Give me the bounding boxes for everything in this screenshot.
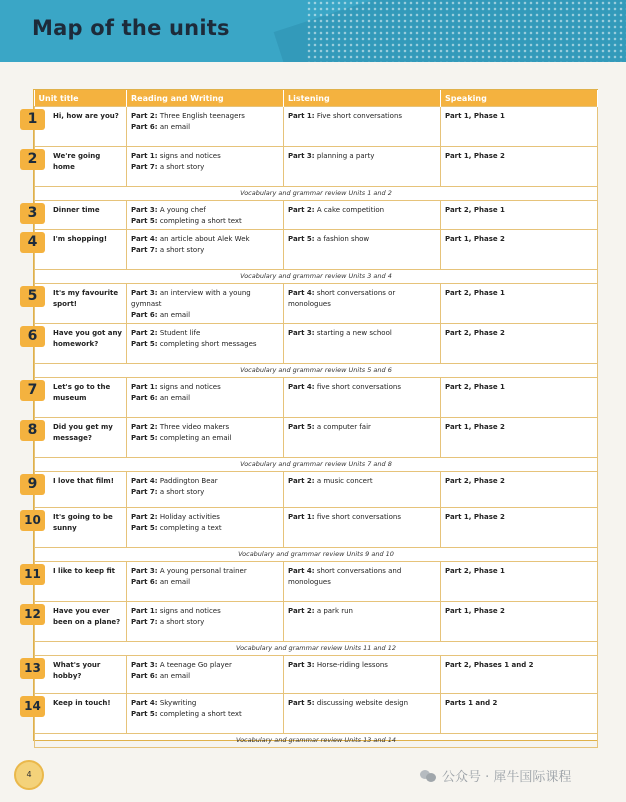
listening-item bbox=[288, 476, 436, 487]
part-description: an email bbox=[159, 394, 191, 402]
unit-title-cell bbox=[27, 107, 127, 147]
part-description: completing an email bbox=[159, 434, 232, 442]
reading-writing-item bbox=[131, 339, 279, 350]
speaking-cell: Parts 1 and 2 bbox=[441, 694, 598, 734]
unit-title-cell bbox=[27, 284, 127, 324]
reading-writing-item bbox=[131, 433, 279, 444]
part-description: short conversations and monologues bbox=[288, 567, 402, 586]
unit-title-cell bbox=[24, 602, 127, 642]
reading-writing-cell bbox=[127, 107, 284, 147]
reading-writing-item bbox=[131, 234, 279, 245]
unit-number-badge: 6 bbox=[20, 326, 45, 347]
speaking-cell: Part 1, Phase 2 bbox=[441, 418, 598, 458]
part-label: Part 5: bbox=[131, 524, 158, 532]
reading-writing-cell bbox=[127, 378, 284, 418]
reading-writing-item bbox=[131, 393, 279, 404]
review-row bbox=[35, 364, 598, 378]
unit-title: Have you got any homework? bbox=[53, 329, 122, 348]
reading-writing-item bbox=[131, 288, 279, 310]
table-row bbox=[35, 230, 598, 270]
unit-number-badge: 7 bbox=[20, 380, 45, 401]
part-label: Part 2: bbox=[288, 206, 315, 214]
part-description: A young chef bbox=[159, 206, 206, 214]
listening-item bbox=[288, 566, 436, 588]
review-row bbox=[35, 458, 598, 472]
column-header-speaking: Speaking bbox=[441, 90, 598, 107]
reading-writing-cell bbox=[127, 324, 284, 364]
listening-cell bbox=[284, 147, 441, 187]
unit-number-badge: 9 bbox=[20, 474, 45, 495]
table-row bbox=[35, 472, 598, 508]
unit-title: Dinner time bbox=[53, 206, 100, 214]
part-label: Part 5: bbox=[131, 710, 158, 718]
table-row bbox=[35, 562, 598, 602]
reading-writing-cell bbox=[127, 602, 284, 642]
part-description: short conversations or monologues bbox=[288, 289, 396, 308]
listening-item bbox=[288, 205, 436, 216]
part-description: five short conversations bbox=[316, 383, 401, 391]
part-description: Horse-riding lessons bbox=[316, 661, 388, 669]
unit-number-badge: 4 bbox=[20, 232, 45, 253]
review-row bbox=[35, 187, 598, 201]
part-description: a computer fair bbox=[316, 423, 371, 431]
speaking-cell: Part 2, Phases 1 and 2 bbox=[441, 656, 598, 694]
part-label: Part 7: bbox=[131, 163, 158, 171]
listening-cell bbox=[284, 201, 441, 230]
part-label: Part 4: bbox=[131, 477, 158, 485]
listening-cell bbox=[284, 562, 441, 602]
part-description: a short story bbox=[159, 488, 205, 496]
reading-writing-item bbox=[131, 122, 279, 133]
part-description: completing a text bbox=[159, 524, 222, 532]
column-header-unit-title: Unit title bbox=[35, 90, 127, 107]
listening-cell bbox=[284, 602, 441, 642]
reading-writing-item bbox=[131, 606, 279, 617]
unit-title: Hi, how are you? bbox=[53, 112, 119, 120]
part-description: A teenage Go player bbox=[159, 661, 232, 669]
listening-cell bbox=[284, 284, 441, 324]
part-description: completing a short text bbox=[159, 217, 242, 225]
part-label: Part 3: bbox=[131, 661, 158, 669]
part-description: A cake competition bbox=[316, 206, 385, 214]
reading-writing-item bbox=[131, 671, 279, 682]
part-label: Part 2: bbox=[288, 607, 315, 615]
unit-title-cell bbox=[27, 472, 127, 508]
reading-writing-item bbox=[131, 487, 279, 498]
part-label: Part 1: bbox=[131, 152, 158, 160]
part-label: Part 5: bbox=[131, 434, 158, 442]
listening-item bbox=[288, 234, 436, 245]
table-body bbox=[24, 107, 598, 748]
unit-number-badge: 5 bbox=[20, 286, 45, 307]
unit-number-badge: 8 bbox=[20, 420, 45, 441]
table-row bbox=[35, 107, 598, 147]
listening-cell bbox=[284, 107, 441, 147]
part-label: Part 2: bbox=[131, 513, 158, 521]
part-label: Part 4: bbox=[131, 235, 158, 243]
column-header-reading-writing: Reading and Writing bbox=[127, 90, 284, 107]
reading-writing-cell bbox=[127, 472, 284, 508]
part-label: Part 3: bbox=[288, 661, 315, 669]
part-description: an email bbox=[159, 672, 191, 680]
part-label: Part 5: bbox=[288, 423, 315, 431]
table-row bbox=[35, 418, 598, 458]
part-description: an email bbox=[159, 311, 191, 319]
reading-writing-item bbox=[131, 577, 279, 588]
watermark bbox=[420, 766, 571, 785]
reading-writing-cell bbox=[127, 694, 284, 734]
part-label: Part 7: bbox=[131, 488, 158, 496]
listening-item bbox=[288, 660, 436, 671]
part-label: Part 2: bbox=[131, 112, 158, 120]
listening-cell bbox=[284, 694, 441, 734]
part-label: Part 6: bbox=[131, 578, 158, 586]
unit-number-badge: 2 bbox=[20, 149, 45, 170]
part-label: Part 5: bbox=[288, 235, 315, 243]
part-description: Skywriting bbox=[159, 699, 197, 707]
table-row bbox=[35, 284, 598, 324]
unit-title: Keep in touch! bbox=[53, 699, 111, 707]
part-description: a short story bbox=[159, 246, 205, 254]
unit-title-cell bbox=[27, 418, 127, 458]
part-label: Part 2: bbox=[131, 423, 158, 431]
part-description: completing a short text bbox=[159, 710, 242, 718]
listening-item bbox=[288, 698, 436, 709]
table-row bbox=[35, 201, 598, 230]
review-text: Vocabulary and grammar review Units 5 and 6 bbox=[35, 364, 598, 378]
part-label: Part 1: bbox=[288, 112, 315, 120]
part-label: Part 1: bbox=[288, 513, 315, 521]
unit-title: It's going to be sunny bbox=[53, 513, 113, 532]
listening-cell bbox=[284, 418, 441, 458]
unit-title-cell bbox=[27, 324, 127, 364]
part-description: signs and notices bbox=[159, 152, 221, 160]
part-label: Part 5: bbox=[131, 217, 158, 225]
listening-item bbox=[288, 111, 436, 122]
reading-writing-cell bbox=[127, 147, 284, 187]
table-row bbox=[35, 656, 598, 694]
unit-title: It's my favourite sport! bbox=[53, 289, 119, 308]
part-description: a short story bbox=[159, 163, 205, 171]
reading-writing-item bbox=[131, 422, 279, 433]
unit-title: We're going home bbox=[53, 152, 101, 171]
reading-writing-item bbox=[131, 245, 279, 256]
part-label: Part 6: bbox=[131, 672, 158, 680]
reading-writing-cell bbox=[127, 284, 284, 324]
speaking-cell: Part 1, Phase 2 bbox=[441, 602, 598, 642]
part-label: Part 6: bbox=[131, 311, 158, 319]
part-label: Part 2: bbox=[288, 477, 315, 485]
listening-item bbox=[288, 422, 436, 433]
page-title: Map of the units bbox=[32, 16, 230, 40]
part-description: discussing website design bbox=[316, 699, 409, 707]
part-description: an article about Alek Wek bbox=[159, 235, 250, 243]
speaking-cell: Part 2, Phase 1 bbox=[441, 201, 598, 230]
part-description: A young personal trainer bbox=[159, 567, 247, 575]
listening-cell bbox=[284, 508, 441, 548]
table-header-row bbox=[35, 90, 598, 107]
reading-writing-item bbox=[131, 617, 279, 628]
unit-title-cell bbox=[24, 694, 127, 734]
page-number-badge: 4 bbox=[14, 760, 44, 790]
review-row bbox=[35, 548, 598, 562]
review-row bbox=[35, 734, 598, 748]
review-text: Vocabulary and grammar review Units 13 and 14 bbox=[35, 734, 598, 748]
listening-item bbox=[288, 606, 436, 617]
unit-title-cell bbox=[27, 147, 127, 187]
part-description: planning a party bbox=[316, 152, 375, 160]
reading-writing-cell bbox=[127, 508, 284, 548]
listening-cell bbox=[284, 472, 441, 508]
unit-title: I love that film! bbox=[53, 477, 114, 485]
unit-title-cell bbox=[27, 201, 127, 230]
part-label: Part 4: bbox=[288, 289, 315, 297]
part-description: starting a new school bbox=[316, 329, 392, 337]
unit-title: What's your hobby? bbox=[53, 661, 101, 680]
speaking-cell: Part 2, Phase 1 bbox=[441, 378, 598, 418]
table-row bbox=[35, 694, 598, 734]
reading-writing-cell bbox=[127, 201, 284, 230]
reading-writing-item bbox=[131, 660, 279, 671]
part-label: Part 6: bbox=[131, 394, 158, 402]
reading-writing-cell bbox=[127, 562, 284, 602]
reading-writing-item bbox=[131, 310, 279, 321]
part-label: Part 3: bbox=[288, 152, 315, 160]
speaking-cell: Part 2, Phase 2 bbox=[441, 324, 598, 364]
column-header-listening: Listening bbox=[284, 90, 441, 107]
reading-writing-item bbox=[131, 512, 279, 523]
part-description: a fashion show bbox=[316, 235, 370, 243]
unit-number-badge: 13 bbox=[20, 658, 45, 679]
part-label: Part 4: bbox=[131, 699, 158, 707]
units-table-container bbox=[24, 89, 598, 744]
part-label: Part 3: bbox=[131, 567, 158, 575]
unit-number-badge: 14 bbox=[20, 696, 45, 717]
part-description: five short conversations bbox=[316, 513, 401, 521]
part-description: signs and notices bbox=[159, 607, 221, 615]
part-label: Part 7: bbox=[131, 618, 158, 626]
wechat-icon bbox=[420, 770, 436, 782]
part-description: a music concert bbox=[316, 477, 373, 485]
unit-title: Have you ever been on a plane? bbox=[53, 607, 121, 626]
speaking-cell: Part 1, Phase 2 bbox=[441, 230, 598, 270]
listening-cell bbox=[284, 378, 441, 418]
table-row bbox=[35, 324, 598, 364]
watermark-text: 公众号 · 犀牛国际课程 bbox=[442, 770, 572, 785]
table-row bbox=[35, 602, 598, 642]
speaking-cell: Part 1, Phase 2 bbox=[441, 508, 598, 548]
unit-title-cell bbox=[27, 378, 127, 418]
part-label: Part 1: bbox=[131, 607, 158, 615]
unit-title-cell bbox=[24, 508, 127, 548]
reading-writing-item bbox=[131, 162, 279, 173]
unit-title: Let's go to the museum bbox=[53, 383, 111, 402]
part-description: a park run bbox=[316, 607, 353, 615]
part-description: an email bbox=[159, 578, 191, 586]
speaking-cell: Part 2, Phase 2 bbox=[441, 472, 598, 508]
listening-cell bbox=[284, 324, 441, 364]
speaking-cell: Part 2, Phase 1 bbox=[441, 562, 598, 602]
part-description: Three English teenagers bbox=[159, 112, 245, 120]
part-label: Part 2: bbox=[131, 329, 158, 337]
reading-writing-item bbox=[131, 523, 279, 534]
table-row bbox=[35, 378, 598, 418]
part-description: Student life bbox=[159, 329, 201, 337]
part-label: Part 1: bbox=[131, 383, 158, 391]
speaking-cell: Part 2, Phase 1 bbox=[441, 284, 598, 324]
part-description: Holiday activities bbox=[159, 513, 220, 521]
units-table bbox=[24, 90, 598, 748]
review-row bbox=[35, 642, 598, 656]
unit-title-cell bbox=[24, 562, 127, 602]
unit-title-cell bbox=[24, 656, 127, 694]
part-description: an interview with a young gymnast bbox=[131, 289, 251, 308]
reading-writing-cell bbox=[127, 230, 284, 270]
reading-writing-item bbox=[131, 111, 279, 122]
part-label: Part 4: bbox=[288, 383, 315, 391]
part-description: Five short conversations bbox=[316, 112, 403, 120]
reading-writing-item bbox=[131, 476, 279, 487]
part-description: an email bbox=[159, 123, 191, 131]
unit-number-badge: 10 bbox=[20, 510, 45, 531]
review-text: Vocabulary and grammar review Units 9 and 10 bbox=[35, 548, 598, 562]
reading-writing-item bbox=[131, 328, 279, 339]
part-description: signs and notices bbox=[159, 383, 221, 391]
reading-writing-item bbox=[131, 382, 279, 393]
reading-writing-cell bbox=[127, 418, 284, 458]
part-label: Part 5: bbox=[288, 699, 315, 707]
review-text: Vocabulary and grammar review Units 3 and 4 bbox=[35, 270, 598, 284]
part-label: Part 3: bbox=[131, 206, 158, 214]
reading-writing-item bbox=[131, 698, 279, 709]
part-label: Part 3: bbox=[288, 329, 315, 337]
unit-number-badge: 12 bbox=[20, 604, 45, 625]
part-label: Part 3: bbox=[131, 289, 158, 297]
unit-number-badge: 1 bbox=[20, 109, 45, 130]
part-description: Paddington Bear bbox=[159, 477, 218, 485]
reading-writing-item bbox=[131, 709, 279, 720]
unit-number-badge: 3 bbox=[20, 203, 45, 224]
part-label: Part 4: bbox=[288, 567, 315, 575]
unit-title: Did you get my message? bbox=[53, 423, 113, 442]
part-description: a short story bbox=[159, 618, 205, 626]
header-dot-pattern bbox=[306, 0, 626, 62]
reading-writing-cell bbox=[127, 656, 284, 694]
review-text: Vocabulary and grammar review Units 7 and 8 bbox=[35, 458, 598, 472]
reading-writing-item bbox=[131, 216, 279, 227]
unit-number-badge: 11 bbox=[20, 564, 45, 585]
reading-writing-item bbox=[131, 151, 279, 162]
table-row bbox=[35, 508, 598, 548]
table-row bbox=[35, 147, 598, 187]
listening-item bbox=[288, 328, 436, 339]
part-description: completing short messages bbox=[159, 340, 257, 348]
unit-title: I'm shopping! bbox=[53, 235, 108, 243]
speaking-cell: Part 1, Phase 2 bbox=[441, 147, 598, 187]
review-text: Vocabulary and grammar review Units 11 and 12 bbox=[35, 642, 598, 656]
listening-cell bbox=[284, 656, 441, 694]
listening-cell bbox=[284, 230, 441, 270]
listening-item bbox=[288, 288, 436, 310]
part-label: Part 6: bbox=[131, 123, 158, 131]
listening-item bbox=[288, 151, 436, 162]
reading-writing-item bbox=[131, 205, 279, 216]
unit-title-cell bbox=[27, 230, 127, 270]
review-row bbox=[35, 270, 598, 284]
part-description: Three video makers bbox=[159, 423, 230, 431]
review-text: Vocabulary and grammar review Units 1 and 2 bbox=[35, 187, 598, 201]
reading-writing-item bbox=[131, 566, 279, 577]
listening-item bbox=[288, 512, 436, 523]
speaking-cell: Part 1, Phase 1 bbox=[441, 107, 598, 147]
unit-title: I like to keep fit bbox=[53, 567, 116, 575]
listening-item bbox=[288, 382, 436, 393]
part-label: Part 7: bbox=[131, 246, 158, 254]
part-label: Part 5: bbox=[131, 340, 158, 348]
